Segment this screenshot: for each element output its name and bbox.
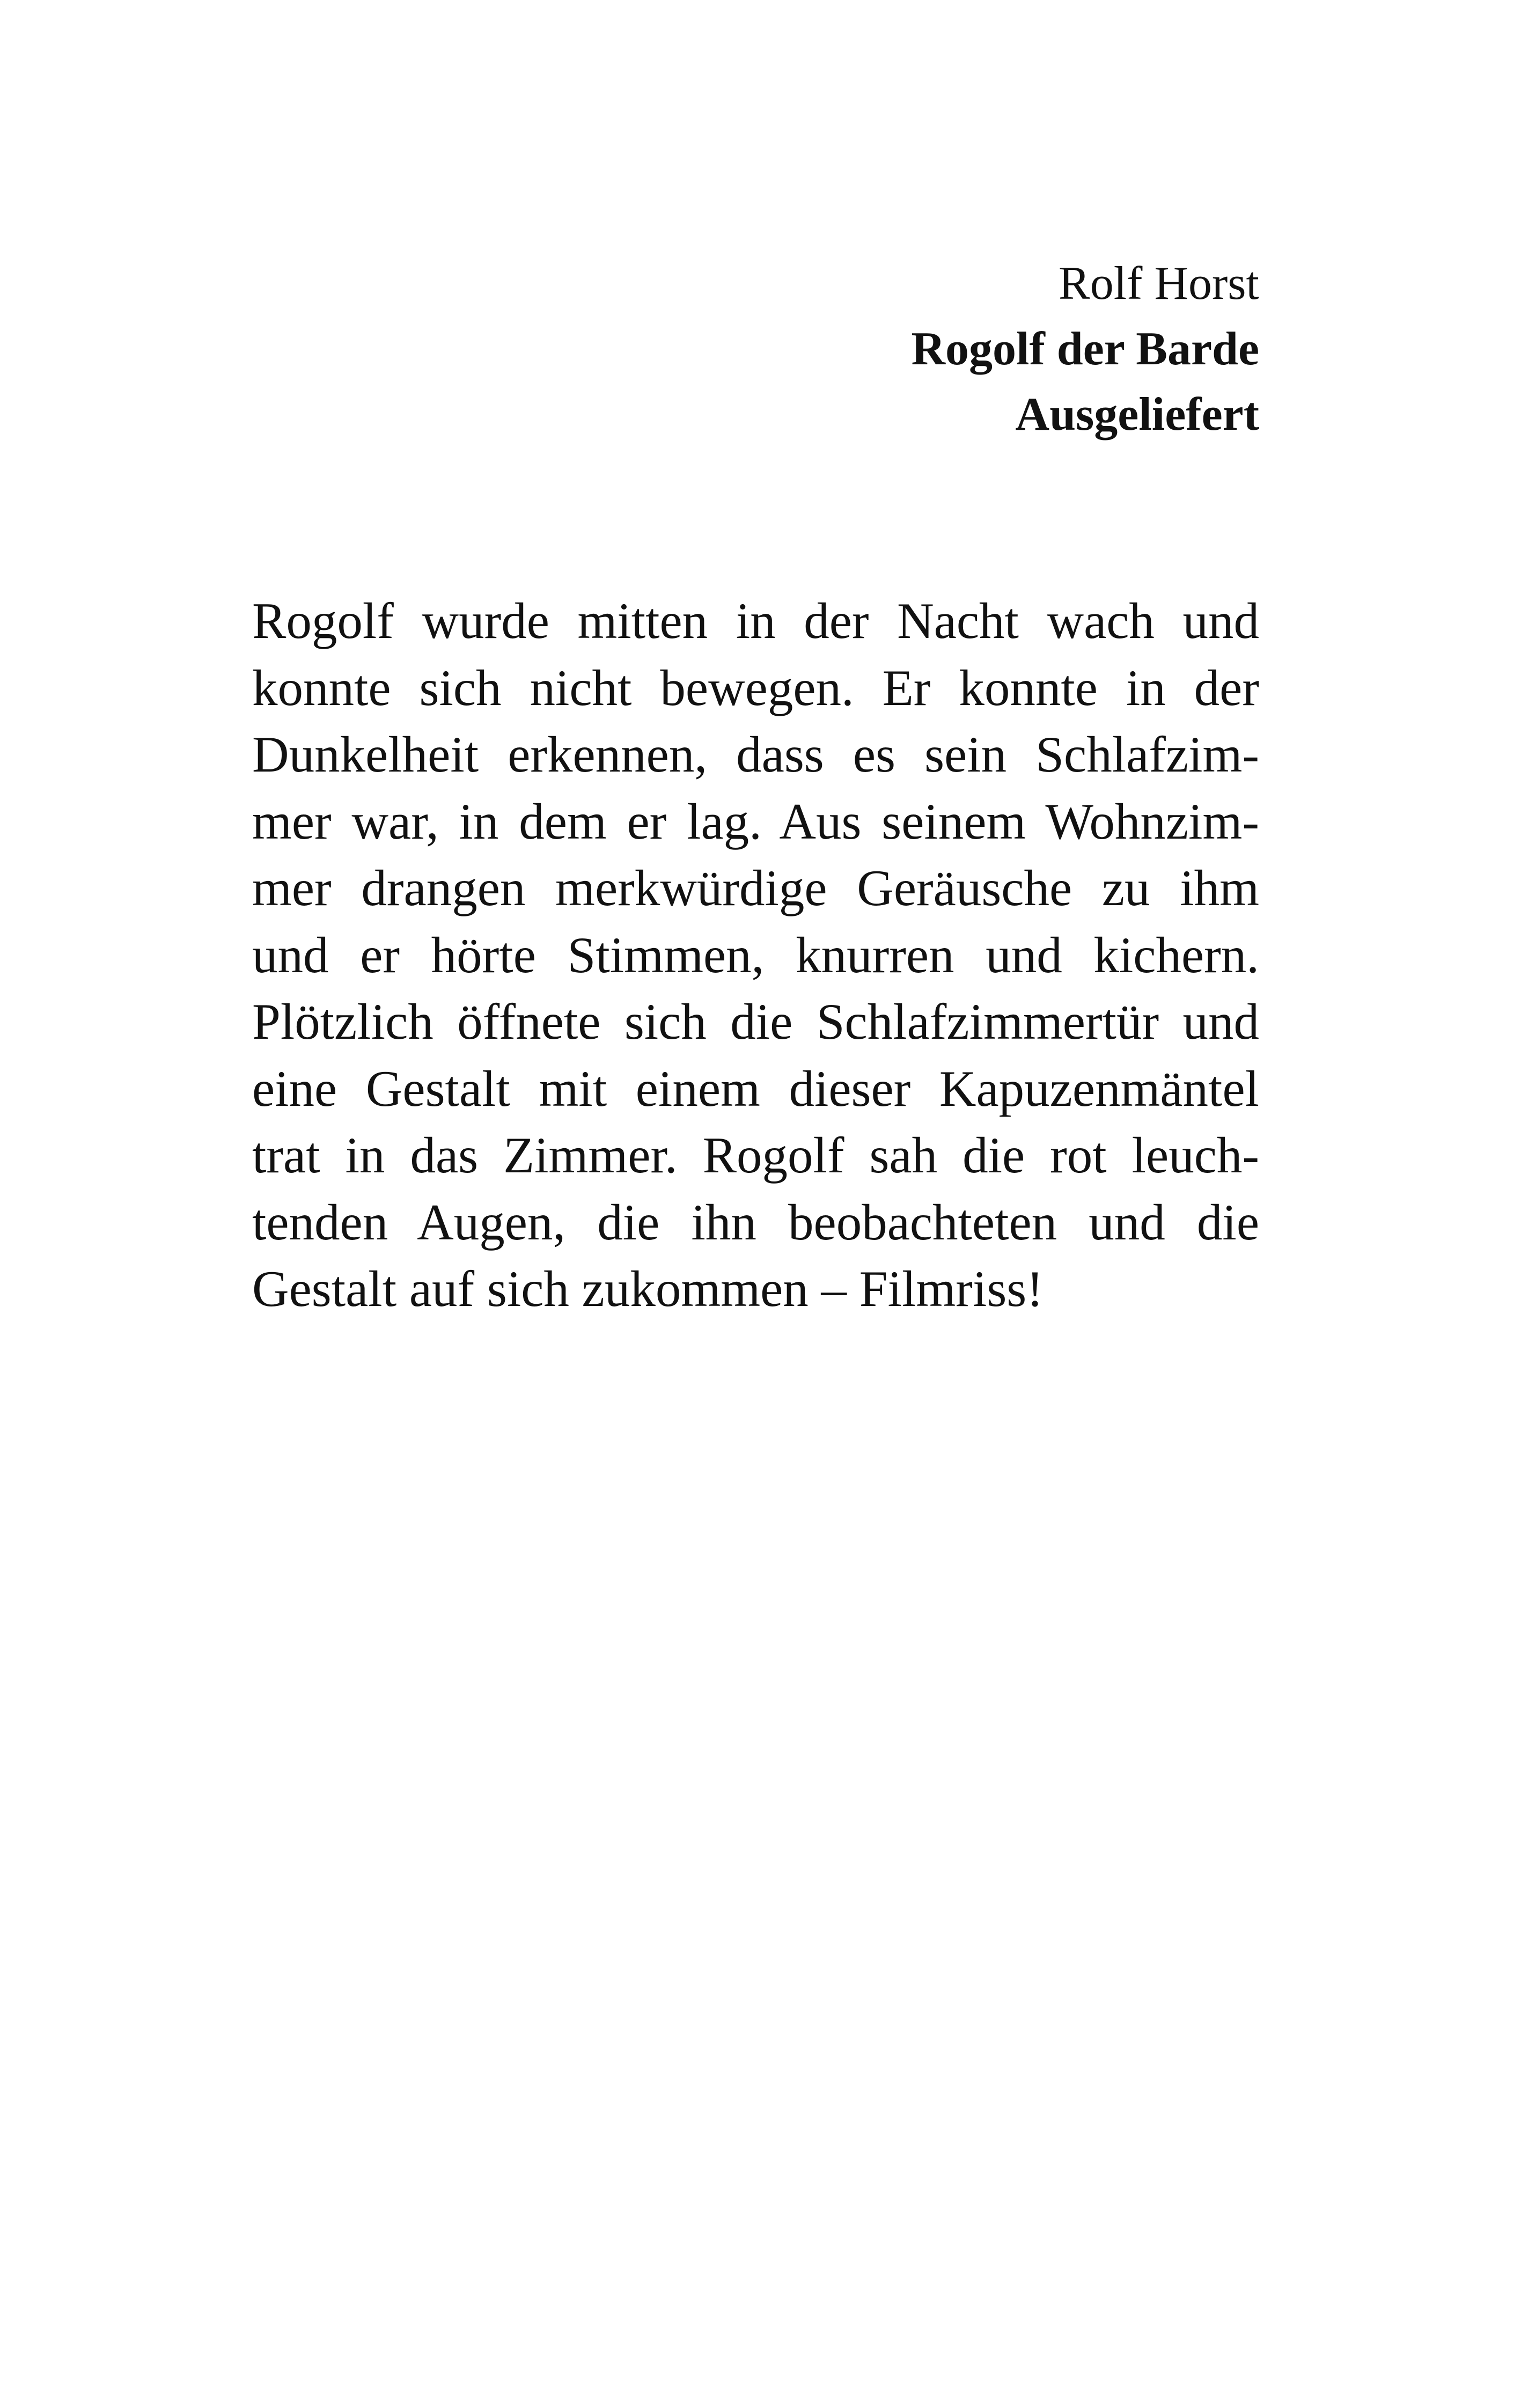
text-line: Rogolf wurde mitten in der Nacht wach und (252, 592, 1259, 649)
chapter-header (751, 251, 1259, 447)
text-line: trat in das Zimmer. Rogolf sah die rot leuch- (252, 1127, 1259, 1184)
chapter-title: Ausgeliefert (1015, 388, 1259, 441)
book-title: Rogolf der Barde (911, 323, 1259, 375)
text-line: mer war, in dem er lag. Aus seinem Wohnzim- (252, 792, 1259, 850)
text-line: konnte sich nicht bewegen. Er konnte in der (252, 659, 1259, 716)
text-line: und er hörte Stimmen, knurren und kichern. (252, 926, 1259, 983)
text-line: eine Gestalt mit einem dieser Kapuzenmäntel (252, 1060, 1259, 1117)
story-paragraph (252, 588, 1259, 1323)
text-line: Dunkelheit erkennen, dass es sein Schlafzim- (252, 726, 1259, 783)
author-name: Rolf Horst (1059, 258, 1259, 310)
text-line: Plötzlich öffnete sich die Schlafzimmertür und (252, 993, 1259, 1050)
text-line: tenden Augen, die ihn beobachteten und die (252, 1193, 1259, 1251)
text-line: mer drangen merkwürdige Geräusche zu ihm (252, 860, 1259, 916)
text-line: Gestalt auf sich zukommen – Filmriss! (252, 1260, 1044, 1317)
